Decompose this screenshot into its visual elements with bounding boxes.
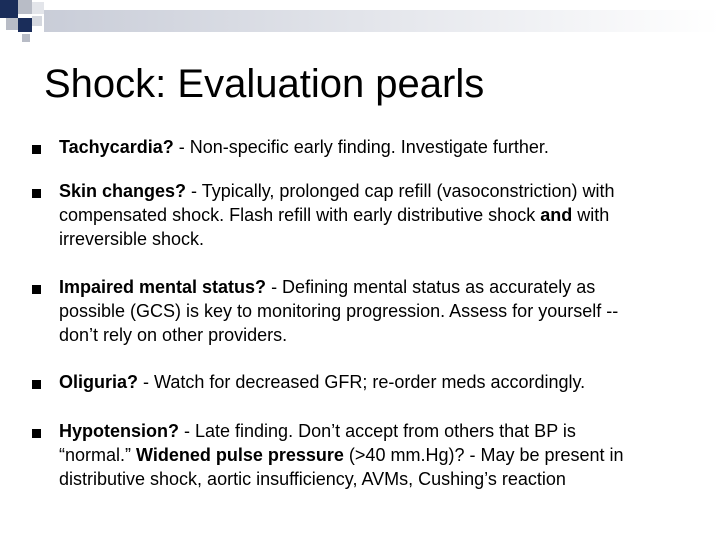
slide-title: Shock: Evaluation pearls (44, 62, 485, 106)
bullet-text: Impaired mental status? - Defining mental status as accurately as possible (GCS) is key to monitoring progression. Assess for yourself -- don’t rely on other providers. (59, 277, 619, 345)
decor-square-grey-2 (6, 18, 18, 30)
bullet-label: Oliguria? (59, 372, 139, 392)
decor-square-navy (0, 0, 18, 18)
bullet-label: Skin changes? (59, 181, 187, 201)
bullet-label: Impaired mental status? (59, 277, 267, 297)
bullet-marker (32, 380, 41, 389)
decor-square-light (32, 2, 44, 14)
bullet-text: Hypotension? - Late finding. Don’t accept from others that BP is “normal.” Widened pulse pressure (>40 mm.Hg)? - May be present in distributive shock, aortic insufficiency, AVMs, Cushing’s reaction (59, 421, 624, 489)
bullet-text: Tachycardia? - Non-specific early finding. Investigate further. (59, 137, 549, 157)
decor-square-grey (18, 0, 32, 14)
decor-square-small (22, 34, 30, 42)
bullet-marker (32, 285, 41, 294)
bullet-text: Oliguria? - Watch for decreased GFR; re-order meds accordingly. (59, 372, 586, 392)
bullet-text: Skin changes? - Typically, prolonged cap refill (vasoconstriction) with compensated shock. Flash refill with early distributive shock and with irreversible shock. (59, 181, 615, 249)
bullet-label: Hypotension? (59, 421, 179, 441)
bullet-marker (32, 145, 41, 154)
decor-square-light-2 (32, 16, 42, 26)
header-fade-bar (44, 10, 720, 32)
header-decoration (0, 0, 720, 48)
bullet-marker (32, 189, 41, 198)
bullet-marker (32, 429, 41, 438)
decor-square-navy-2 (18, 18, 32, 32)
bullet-label: Tachycardia? (59, 137, 174, 157)
